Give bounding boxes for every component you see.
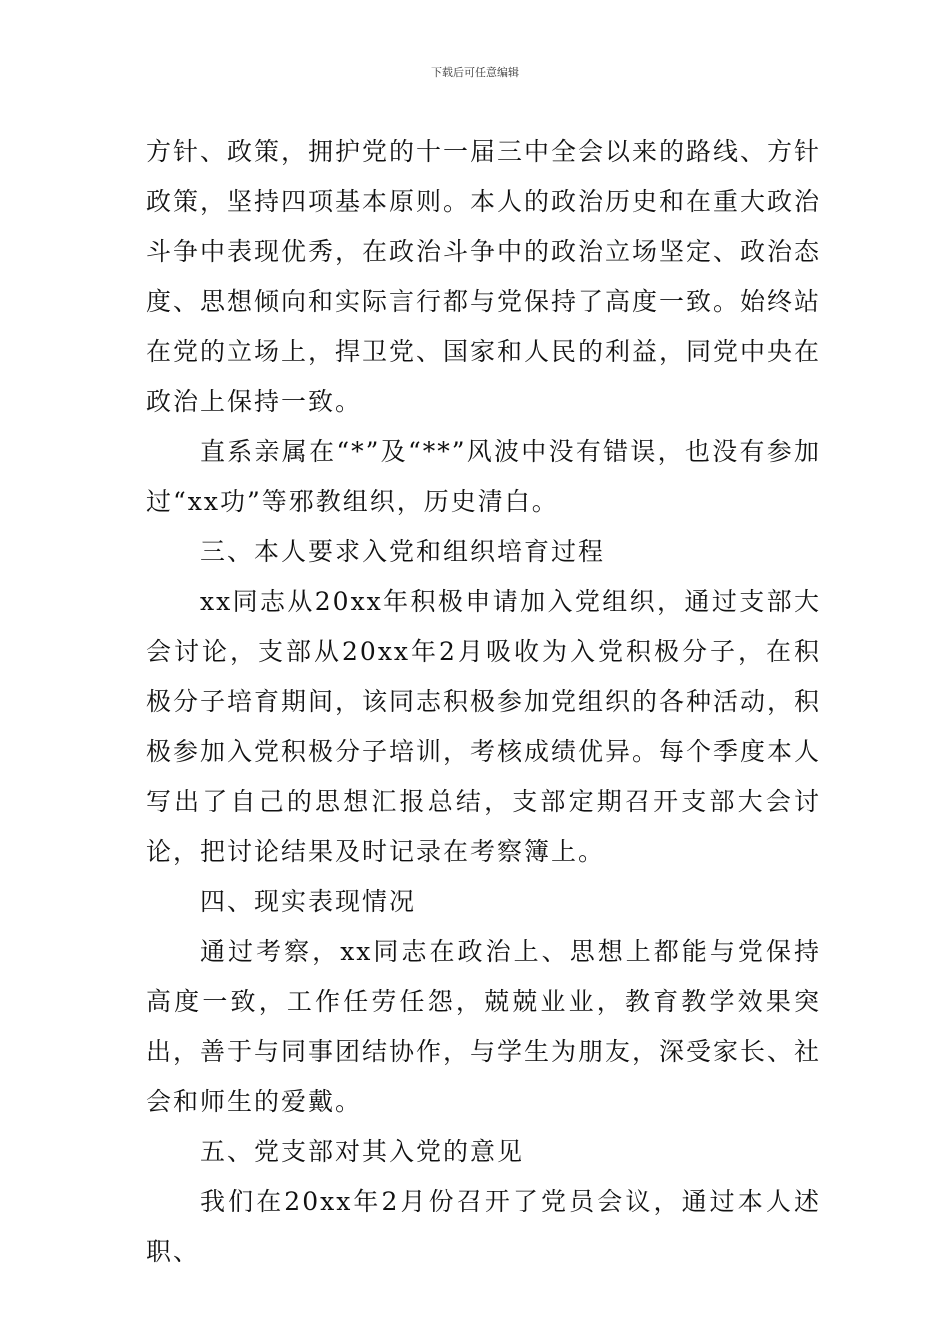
paragraph-continuation: 方针、政策，拥护党的十一届三中全会以来的路线、方针政策，坚持四项基本原则。本人的政治历史和在重大政治斗争中表现优秀，在政治斗争中的政治立场坚定、政治态度、思想倾向和实际言行都与党保持了高度一致。始终站在党的立场上，捍卫党、国家和人民的利益，同党中央在政治上保持一致。 (146, 137, 822, 416)
section-heading-4: 四、现实表现情况 (200, 887, 417, 916)
paragraph-relatives: 直系亲属在“*”及“**”风波中没有错误，也没有参加过“xx功”等邪教组织，历史清白。 (146, 437, 821, 516)
section-heading-5: 五、党支部对其入党的意见 (200, 1137, 525, 1166)
paragraph-performance: 通过考察，xx同志在政治上、思想上都能与党保持高度一致，工作任劳任怨，兢兢业业，教育教学效果突出，善于与同事团结协作，与学生为朋友，深受家长、社会和师生的爱戴。 (146, 937, 822, 1116)
page-header-note: 下载后可任意编辑 (431, 66, 519, 79)
paragraph-meeting: 我们在20xx年2月份召开了党员会议，通过本人述职、 (146, 1187, 821, 1266)
document-body (146, 127, 821, 1277)
paragraph-training-process: xx同志从20xx年积极申请加入党组织，通过支部大会讨论，支部从20xx年2月吸收为入党积极分子，在积极分子培育期间，该同志积极参加党组织的各种活动，积极参加入党积极分子培训，考核成绩优异。每个季度本人写出了自己的思想汇报总结，支部定期召开支部大会讨论，把讨论结果及时记录在考察簿上。 (146, 587, 822, 866)
section-heading-3: 三、本人要求入党和组织培育过程 (200, 537, 606, 566)
